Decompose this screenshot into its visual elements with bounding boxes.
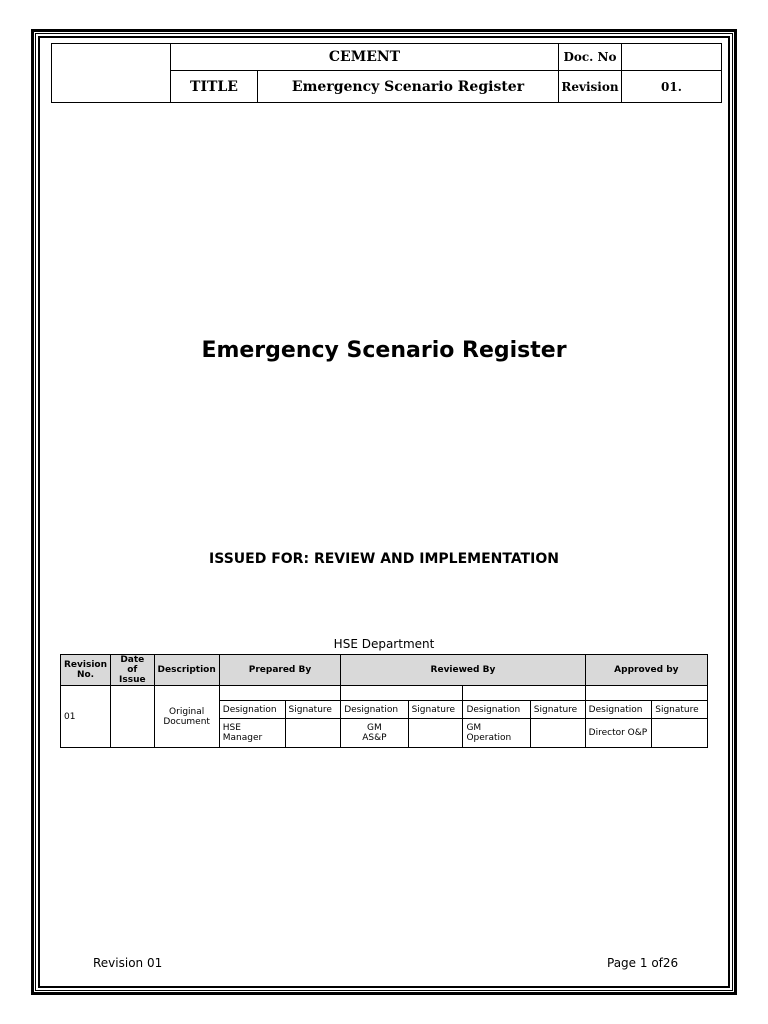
signature-subheader: Signature bbox=[285, 701, 341, 719]
reviewed1-signature-cell bbox=[408, 719, 463, 748]
designation-subheader: Designation bbox=[219, 701, 285, 719]
prepared-designation-cell: HSE Manager bbox=[219, 719, 285, 748]
approved-signature-cell bbox=[652, 719, 708, 748]
signature-subheader: Signature bbox=[652, 701, 708, 719]
reviewed1-designation-line1: GM bbox=[367, 723, 382, 733]
date-of-issue-header: Date of Issue bbox=[111, 655, 155, 686]
document-title: Emergency Scenario Register bbox=[201, 338, 567, 363]
issued-for-statement: ISSUED FOR: REVIEW AND IMPLEMENTATION bbox=[209, 551, 559, 567]
prepared-by-header: Prepared By bbox=[219, 655, 340, 686]
revision-no-header: Revision No. bbox=[61, 655, 111, 686]
page-border-inner bbox=[38, 36, 730, 988]
reviewed2-signature-cell bbox=[530, 719, 585, 748]
description-header: Description bbox=[154, 655, 219, 686]
reviewed-by-header: Reviewed By bbox=[341, 655, 585, 686]
designation-subheader: Designation bbox=[585, 701, 652, 719]
revision-approval-table bbox=[60, 654, 708, 748]
footer-page-number: Page 1 of26 bbox=[607, 956, 679, 970]
table-row bbox=[61, 686, 708, 701]
reviewed1-designation-cell bbox=[341, 719, 408, 748]
company-name: CEMENT bbox=[171, 44, 559, 71]
prepared-signature-cell bbox=[285, 719, 341, 748]
signature-subheader: Signature bbox=[408, 701, 463, 719]
designation-subheader: Designation bbox=[463, 701, 530, 719]
doc-no-value bbox=[622, 44, 722, 71]
revision-value: 01. bbox=[622, 71, 722, 103]
reviewed1-designation-line2: AS&P bbox=[362, 733, 387, 743]
approved-blank-cell bbox=[585, 686, 707, 701]
prepared-blank-cell bbox=[219, 686, 340, 701]
reviewed1-blank-cell bbox=[341, 686, 463, 701]
document-header-table bbox=[51, 43, 722, 103]
revision-no-cell: 01 bbox=[61, 686, 111, 748]
designation-subheader: Designation bbox=[341, 701, 408, 719]
signature-subheader: Signature bbox=[530, 701, 585, 719]
reviewed2-designation-cell: GM Operation bbox=[463, 719, 530, 748]
department-label: HSE Department bbox=[333, 637, 435, 651]
description-cell: Original Document bbox=[154, 686, 219, 748]
approved-by-header: Approved by bbox=[585, 655, 707, 686]
title-value: Emergency Scenario Register bbox=[258, 71, 559, 103]
date-of-issue-cell bbox=[111, 686, 155, 748]
doc-no-label: Doc. No bbox=[559, 44, 622, 71]
approved-designation-cell: Director O&P bbox=[585, 719, 652, 748]
footer-revision: Revision 01 bbox=[93, 956, 163, 970]
revision-label: Revision bbox=[559, 71, 622, 103]
table-header-row bbox=[61, 655, 708, 686]
title-label: TITLE bbox=[171, 71, 258, 103]
logo-cell bbox=[52, 44, 171, 103]
reviewed2-blank-cell bbox=[463, 686, 585, 701]
